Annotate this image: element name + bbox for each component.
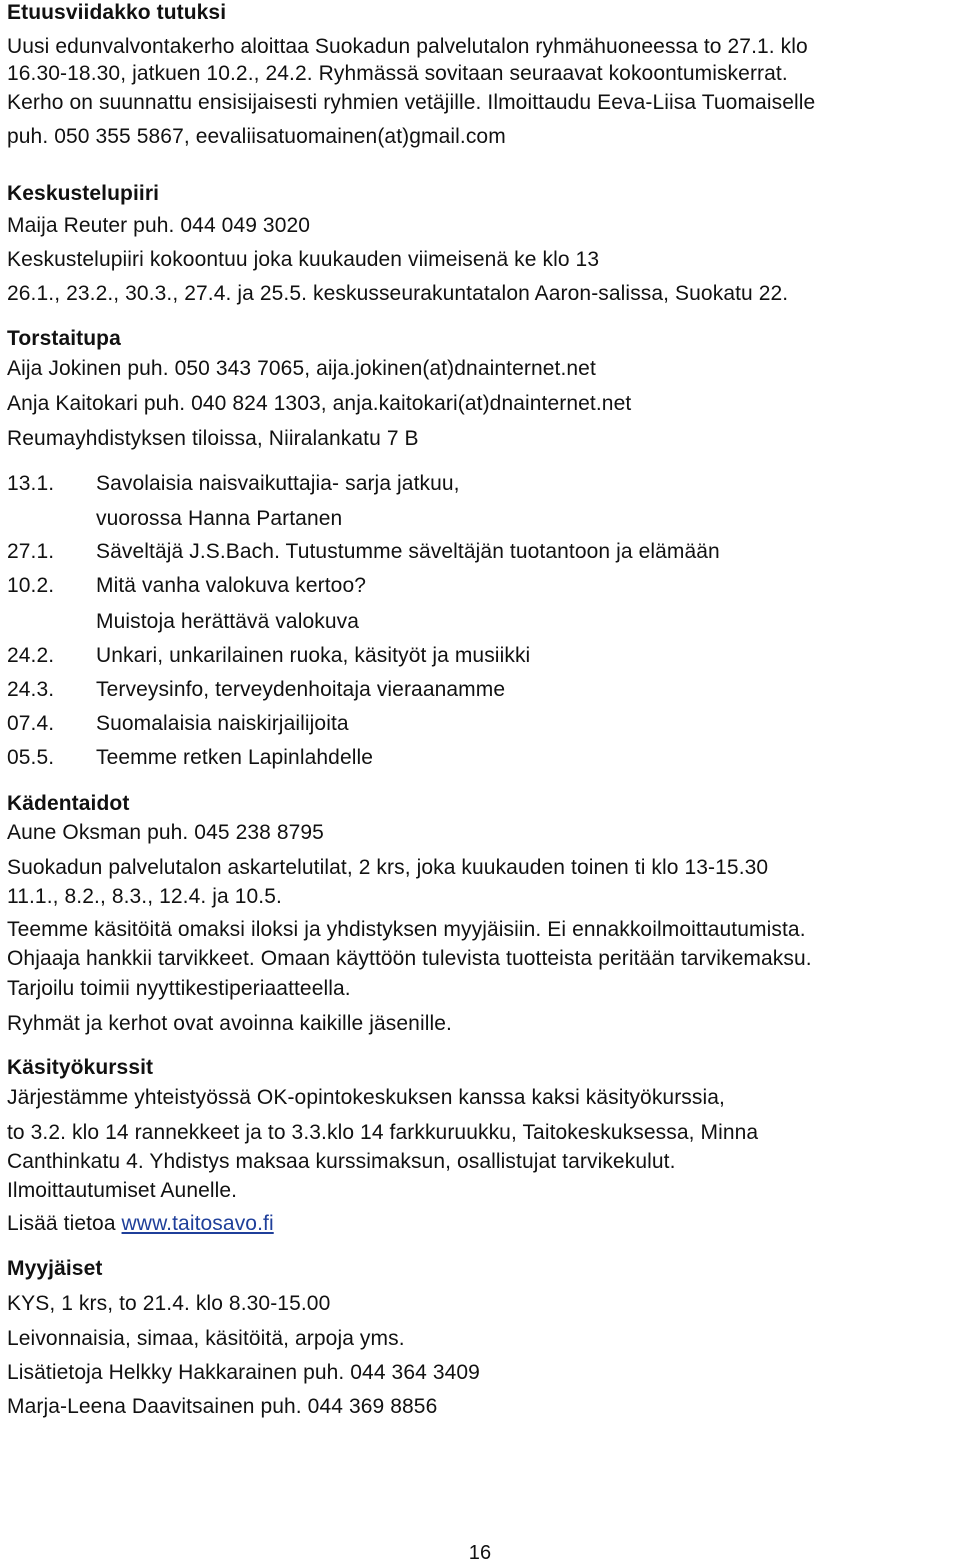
taitosavo-link[interactable]: www.taitosavo.fi (121, 1212, 274, 1235)
more-info-line (7, 1212, 274, 1236)
schedule-date: 24.3. (7, 678, 55, 701)
schedule-topic: Mitä vanha valokuva kertoo? (96, 574, 367, 597)
text-line: Anja Kaitokari puh. 040 824 1303, anja.kaitokari(at)dnainternet.net (7, 392, 632, 415)
section-heading-myyjaiset: Myyjäiset (7, 1257, 103, 1280)
schedule-topic: Teemme retken Lapinlahdelle (96, 746, 374, 769)
text-line: Kerho on suunnattu ensisijaisesti ryhmien vetäjille. Ilmoittaudu Eeva-Liisa Tuomaiselle (7, 91, 816, 114)
text-line: Aija Jokinen puh. 050 343 7065, aija.jokinen(at)dnainternet.net (7, 357, 596, 380)
page-number: 16 (468, 1542, 492, 1564)
text-line: Aune Oksman puh. 045 238 8795 (7, 821, 324, 844)
section-heading-kadentaidot: Kädentaidot (7, 792, 130, 815)
schedule-date: 24.2. (7, 644, 55, 667)
text-line: Suokadun palvelutalon askartelutilat, 2 krs, joka kuukauden toinen ti klo 13-15.30 (7, 856, 769, 879)
text-line: Teemme käsitöitä omaksi iloksi ja yhdistyksen myyjäisiin. Ei ennakkoilmoittautumista. (7, 918, 806, 941)
text-line: Lisätietoja Helkky Hakkarainen puh. 044 364 3409 (7, 1361, 480, 1384)
text-line: Reumayhdistyksen tiloissa, Niiralankatu 7 B (7, 427, 419, 450)
text-line: Ryhmät ja kerhot ovat avoinna kaikille jäsenille. (7, 1012, 452, 1035)
schedule-topic: Terveysinfo, terveydenhoitaja vieraanamme (96, 678, 506, 701)
schedule-date: 13.1. (7, 472, 55, 495)
text-line: 16.30-18.30, jatkuen 10.2., 24.2. Ryhmässä sovitaan seuraavat kokoontumiskerrat. (7, 62, 788, 85)
schedule-date: 10.2. (7, 574, 55, 597)
schedule-topic: vuorossa Hanna Partanen (96, 507, 343, 530)
text-line: 26.1., 23.2., 30.3., 27.4. ja 25.5. keskusseurakuntatalon Aaron-salissa, Suokatu 22. (7, 282, 789, 305)
text-line: Tarjoilu toimii nyyttikestiperiaatteella. (7, 977, 351, 1000)
schedule-topic: Suomalaisia naiskirjailijoita (96, 712, 349, 735)
text-line: Maija Reuter puh. 044 049 3020 (7, 214, 311, 237)
text-line: KYS, 1 krs, to 21.4. klo 8.30-15.00 (7, 1292, 331, 1315)
text-line: Järjestämme yhteistyössä OK-opintokeskuksen kanssa kaksi käsityökurssia, (7, 1086, 725, 1109)
text-line: puh. 050 355 5867, eevaliisatuomainen(at)gmail.com (7, 125, 506, 148)
section-heading-keskustelupiiri: Keskustelupiiri (7, 182, 160, 205)
schedule-topic: Säveltäjä J.S.Bach. Tutustumme säveltäjän tuotantoon ja elämään (96, 540, 720, 563)
schedule-topic: Muistoja herättävä valokuva (96, 610, 360, 633)
text-line: Leivonnaisia, simaa, käsitöitä, arpoja yms. (7, 1327, 405, 1350)
section-heading-torstaitupa: Torstaitupa (7, 327, 121, 350)
more-info-prefix: Lisää tietoa (7, 1212, 122, 1235)
text-line: Canthinkatu 4. Yhdistys maksaa kurssimaksun, osallistujat tarvikekulut. (7, 1150, 676, 1173)
section-heading-kasityokurssit: Käsityökurssit (7, 1056, 154, 1079)
section-heading-etuusviidakko: Etuusviidakko tutuksi (7, 1, 227, 24)
text-line: Ilmoittautumiset Aunelle. (7, 1179, 238, 1202)
schedule-date: 27.1. (7, 540, 55, 563)
text-line: Marja-Leena Daavitsainen puh. 044 369 8856 (7, 1395, 438, 1418)
schedule-date: 05.5. (7, 746, 55, 769)
text-line: Keskustelupiiri kokoontuu joka kuukauden viimeisenä ke klo 13 (7, 248, 600, 271)
schedule-topic: Savolaisia naisvaikuttajia- sarja jatkuu, (96, 472, 460, 495)
schedule-date: 07.4. (7, 712, 55, 735)
text-line: 11.1., 8.2., 8.3., 12.4. ja 10.5. (7, 885, 282, 908)
schedule-topic: Unkari, unkarilainen ruoka, käsityöt ja musiikki (96, 644, 531, 667)
text-line: to 3.2. klo 14 rannekkeet ja to 3.3.klo 14 farkkuruukku, Taitokeskuksessa, Minna (7, 1121, 759, 1144)
text-line: Ohjaaja hankkii tarvikkeet. Omaan käyttöön tulevista tuotteista peritään tarvikemaksu. (7, 947, 812, 970)
text-line: Uusi edunvalvontakerho aloittaa Suokadun palvelutalon ryhmähuoneessa to 27.1. klo (7, 35, 808, 58)
